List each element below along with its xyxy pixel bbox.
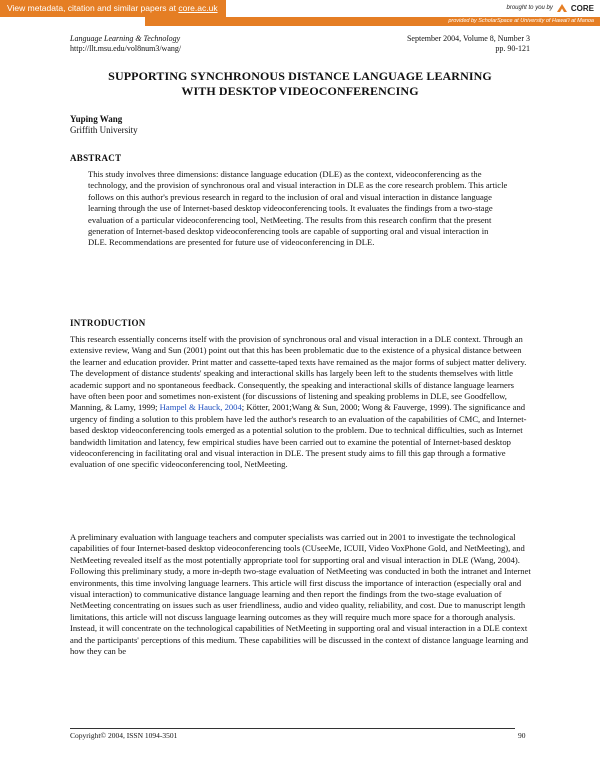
core-logo-icon [556, 3, 568, 13]
introduction-heading: INTRODUCTION [70, 318, 146, 328]
abstract-heading: ABSTRACT [70, 153, 122, 163]
intro-paragraph-2: A preliminary evaluation with language teachers and computer specialists was carried out in 2001 to investigate the technological capabilities of four Internet-based desktop videoconferencing tools (CUseeMe, ICUII, Video VoxPhone Gold, and NetMeeting), and NetMeeting revealed itself as the most potentially appropriate tool for supporting oral and visual interaction in DLE (Wang, 2004). Following this preliminary study, a more in-depth two-stage evaluation of NetMeeting was conducted in both the intranet and Internet environments, this time involving language learners. This article will first discuss the importance of interaction (especially oral and visual interaction) to communicative distance language learning and then report the findings from the two-stage evaluation of NetMeeting concentrating on issues such as user friendliness, audio and video quality, reliability, and cost. Due to manuscript length limitations, this article will not discuss language learning outcomes as they will require much more space for a thorough analysis. Instead, it will concentrate on the technological capabilities of NetMeeting in supporting oral and visual interaction in a DLE context and the participants' perceptions of this medium. These capabilities will be discussed in the context of distance language learning and how they can be [70, 532, 531, 657]
author-affiliation: Griffith University [70, 125, 138, 135]
journal-name: Language Learning & Technology [70, 34, 181, 43]
para1-text-a: This research essentially concerns itself with the provision of synchronous oral and visual interaction in a DLE context. Through an extensive review, Wang and Sun (2001) point out that this has been problematic due to the existence of a physical distance between the learner and education provider. Print matter and cassette-taped texts have remained as the major forms of subject matter delivery. The development of distance students' speaking and interactional skills has largely been left to the students themselves with little academic support and no spontaneous feedback. Consequently, the speaking and interactional skills of distance language learners have often been poor and sometimes non-existent (for discussions of listening and speaking problems in DLE, see Goodfellow, Manning, & Lamy, 1999; [70, 334, 527, 413]
author-block [70, 114, 138, 136]
author-name: Yuping Wang [70, 114, 123, 124]
provided-by-text: provided by ScholarSpace at University of Hawai'i at Manoa [448, 18, 594, 24]
para1-text-b: ; Kötter, 2001;Wang & Sun, 2000; Wong & Fauverge, 1999). The significance and urgency of finding a solution to this problem have led the author's research to an evaluation of the capabilities of CMC, and Internet-based desktop videoconferencing tools emerged as a potential solution to the problem. Due to technical difficulties, such as Internet bandwidth limitation and latency, few empirical studies have been carried out to examine the potential of Internet-based desktop videoconferencing in facilitating oral and visual interaction in DLE. The present study aims to fill this gap through a formative evaluation of one specific videoconferencing tool, NetMeeting. [70, 402, 527, 470]
journal-pages: pp. 90-121 [495, 44, 530, 53]
core-metadata-link[interactable] [0, 0, 226, 17]
title-line-1: SUPPORTING SYNCHRONOUS DISTANCE LANGUAGE LEARNING [108, 69, 492, 83]
footer-rule [70, 728, 515, 729]
paper-title [70, 69, 530, 99]
footer-copyright: Copyright© 2004, ISSN 1094-3501 [70, 731, 178, 740]
core-brand[interactable] [507, 3, 595, 13]
journal-issue: September 2004, Volume 8, Number 3 [406, 34, 530, 43]
provided-by-bar[interactable] [145, 17, 600, 26]
journal-header [70, 34, 530, 54]
intro-paragraph-1 [70, 334, 532, 471]
citation-link-hampel-hauck[interactable]: Hampel & Hauck, 2004 [159, 402, 242, 413]
abstract-text: This study involves three dimensions: distance language education (DLE) as the context, videoconferencing as the technology, and the provision of synchronous oral and visual interaction in DLE as the core research problem. This article follows on this author's previous research in regard to the inclusion of oral and visual interaction in distance language learning through the use of Internet-based desktop videoconferencing tools. It evaluates the findings from a two-stage evaluation of a particular videoconferencing tool, NetMeeting. The results from this research confirm that the present generation of Internet-based desktop videoconferencing tools are capable of supporting oral and visual interaction in DLE. Recommendations are presented for future use of videoconferencing in DLE. [88, 169, 508, 248]
core-link-text[interactable]: core.ac.uk [178, 3, 218, 13]
brought-by-text: brought to you by [506, 5, 553, 11]
footer-page-number: 90 [518, 731, 526, 740]
journal-url[interactable]: http://llt.msu.edu/vol8num3/wang/ [70, 44, 182, 53]
core-link-prefix: View metadata, citation and similar papers at [7, 3, 179, 13]
title-line-2: WITH DESKTOP VIDEOCONFERENCING [181, 84, 419, 98]
core-banner [0, 0, 600, 27]
core-name: CORE [570, 3, 594, 13]
